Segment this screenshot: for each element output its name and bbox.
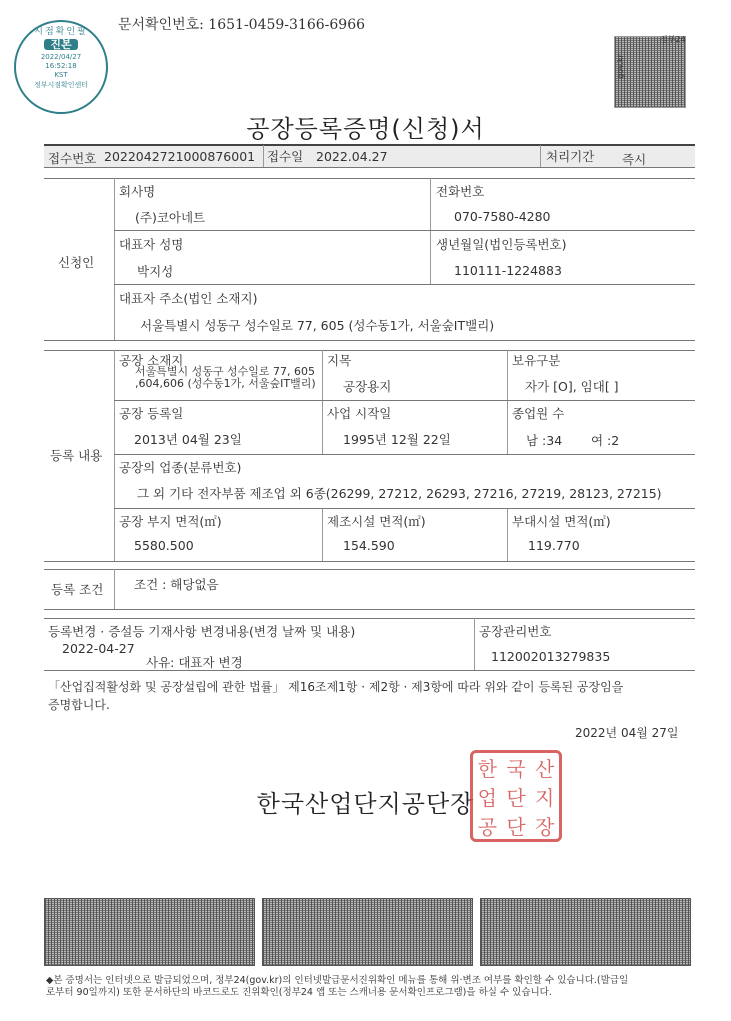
birth-reg-label: 생년월일(법인등록번호) (436, 237, 567, 252)
site-area-label: 공장 부지 면적(㎡) (119, 514, 222, 529)
change-details-label: 등록변경 · 증설등 기재사항 변경내용(변경 날짜 및 내용) (48, 624, 356, 639)
official-seal: 한 국 산 업 단 지 공 단 장 (470, 750, 562, 842)
gov24-tag: 정부24 (660, 35, 686, 44)
receipt-date-label: 접수일 (267, 149, 304, 164)
land-category-value: 공장용지 (343, 379, 392, 394)
factory-location-line1: 서울특별시 성동구 성수일로 77, 605 (135, 365, 315, 378)
employees-male: 남 :34 (526, 433, 563, 448)
receipt-number-label: 접수번호 (48, 151, 97, 166)
issue-date: 2022년 04월 27일 (575, 726, 679, 740)
address-value: 서울특별시 성동구 성수일로 77, 605 (성수동1가, 서울숲IT밸리) (140, 318, 495, 333)
employees-female: 여 :2 (591, 433, 620, 448)
phone-value: 070-7580-4280 (454, 209, 551, 224)
barcode-2 (262, 898, 473, 966)
industry-value: 그 외 기타 전자부품 제조업 외 6종(26299, 27212, 26293, 27216, 27219, 28123, 27215) (137, 486, 662, 501)
company-name-label: 회사명 (119, 184, 156, 199)
factory-reg-date-value: 2013년 04월 23일 (134, 432, 242, 447)
ownership-value: 자가 [O], 임대[ ] (525, 379, 619, 394)
aux-area-label: 부대시설 면적(㎡) (512, 514, 611, 529)
management-number-value: 112002013279835 (491, 649, 611, 664)
document-confirmation-number: 문서확인번호: 1651-0459-3166-6966 (118, 17, 366, 33)
stamp-bottom-text: 정부시점확인센터 (33, 81, 89, 89)
phone-label: 전화번호 (436, 184, 485, 199)
applicant-section-label: 신청인 (58, 255, 95, 270)
condition-section-label: 등록 조건 (51, 582, 104, 597)
registration-section-label: 등록 내용 (50, 448, 103, 463)
processing-period-value: 즉시 (622, 152, 647, 167)
mfg-area-value: 154.590 (343, 538, 395, 553)
barcode-3 (480, 898, 691, 966)
receipt-date-value: 2022.04.27 (316, 149, 388, 164)
address-label: 대표자 주소(법인 소재지) (119, 291, 258, 306)
management-number-label: 공장관리번호 (479, 624, 552, 639)
factory-location-label: 공장 소재지 (119, 353, 184, 368)
stamp-badge: 진본 (44, 39, 77, 50)
footer-note (46, 975, 696, 999)
change-reason: 사유: 대표자 변경 (146, 655, 243, 670)
condition-value: 조건 : 해당없음 (134, 577, 219, 592)
gov-kr-text: gov.kr (615, 54, 625, 79)
barcode-1 (44, 898, 255, 966)
footer-note-line-2: 로부터 90일까지) 또한 문서하단의 바코드로도 진위확인(정부24 앱 또는 스캐너용 문서확인프로그램)을 하실 수 있습니다. (46, 987, 552, 998)
employees-label: 종업원 수 (512, 406, 565, 421)
processing-period-label: 처리기간 (546, 149, 595, 164)
certification-line-1: 「산업집적활성화 및 공장설립에 관한 법률」 제16조제1항 · 제2항 · 제3항에 따라 위와 같이 등록된 공장임을 (48, 680, 624, 694)
change-date: 2022-04-27 (62, 641, 135, 656)
business-start-label: 사업 시작일 (327, 406, 392, 421)
aux-area-value: 119.770 (528, 538, 580, 553)
site-area-value: 5580.500 (134, 538, 194, 553)
land-category-label: 지목 (327, 353, 352, 368)
business-start-value: 1995년 12월 22일 (343, 432, 451, 447)
mfg-area-label: 제조시설 면적(㎡) (327, 514, 426, 529)
receipt-number-value: 2022042721000876001 (104, 149, 256, 164)
factory-location-line2: ,604,606 (성수동1가, 서울숲IT밸리) (135, 377, 316, 390)
birth-reg-value: 110111-1224883 (454, 263, 562, 278)
ownership-label: 보유구분 (512, 353, 561, 368)
qr-code-icon (614, 36, 686, 108)
representative-label: 대표자 성명 (119, 237, 184, 252)
certification-line-2: 증명합니다. (48, 698, 110, 712)
stamp-datetime: 2022/04/27 16:52:18 KST (40, 53, 82, 79)
stamp-ring-text: 시점확인필 (34, 27, 88, 37)
page-title: 공장등록증명(신청)서 (246, 115, 485, 143)
representative-value: 박지성 (137, 264, 174, 279)
time-verification-stamp (14, 20, 108, 114)
footer-note-line-1: ◆본 증명서는 인터넷으로 발급되었으며, 정부24(gov.kr)의 인터넷발급문서진위확인 메뉴를 통해 위·변조 여부를 확인할 수 있습니다.(발급일 (46, 975, 629, 986)
issuer-name: 한국산업단지공단장 (256, 790, 475, 818)
industry-label: 공장의 업종(분류번호) (119, 460, 242, 475)
factory-reg-date-label: 공장 등록일 (119, 406, 184, 421)
company-name-value: (주)코아네트 (135, 210, 206, 225)
